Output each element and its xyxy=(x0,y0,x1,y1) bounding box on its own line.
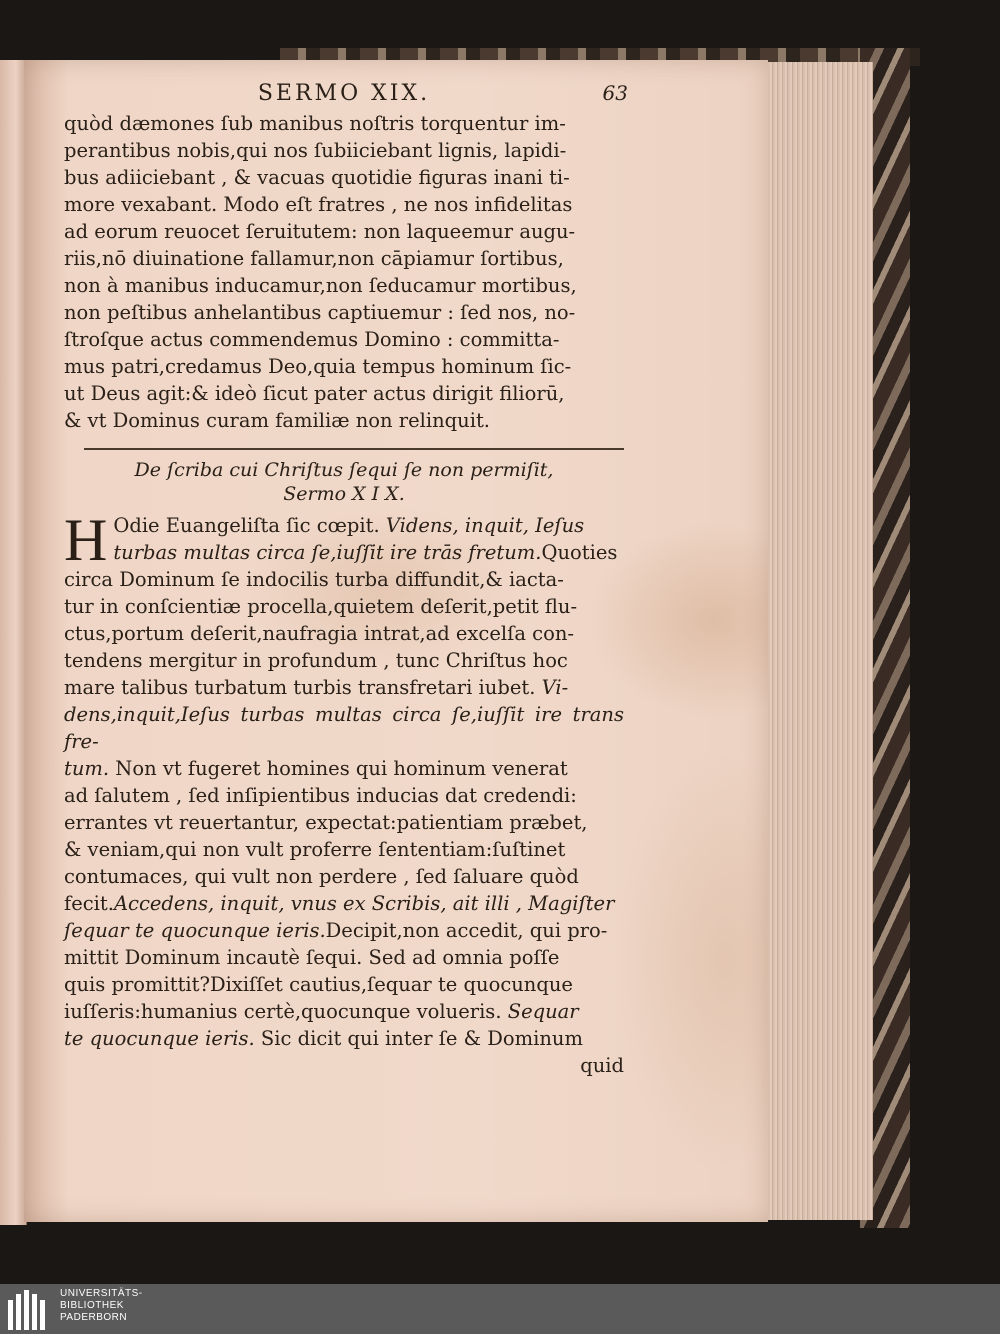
text-line: ad eorum reuocet ſeruitutem: non laqueemur augu- xyxy=(64,220,576,243)
text-line xyxy=(64,917,624,944)
left-page-edge xyxy=(0,60,27,1225)
text-line xyxy=(64,755,624,782)
sermon-title-line2: Sermo X I X. xyxy=(283,483,405,505)
library-name-line2: BIBLIOTHEK xyxy=(60,1300,124,1311)
library-name-line1: UNIVERSITÄTS- xyxy=(60,1288,143,1299)
catchword: quid xyxy=(580,1054,624,1077)
text-line: riis,nō diuinatione fallamur,non cāpiamur ſortibus, xyxy=(64,247,564,270)
text-line: errantes vt reuertantur, expectat:patientiam præbet, xyxy=(64,811,588,834)
italic-span: Videns, inquit, Ieſus xyxy=(385,514,585,537)
text-line xyxy=(64,998,624,1025)
paragraph-2 xyxy=(64,507,624,1052)
text-line: quòd dæmones ſub manibus noſtris torquentur im- xyxy=(64,112,566,135)
library-logo-bar xyxy=(0,1284,1000,1334)
sermon-title-line1: De ſcriba cui Chriſtus ſequi ſe non permiſit, xyxy=(134,459,554,481)
text-line: non à manibus inducamur,non ſeducamur mortibus, xyxy=(64,274,577,297)
paragraph-1 xyxy=(64,110,624,434)
sermon-title xyxy=(64,458,624,506)
italic-span: Vi- xyxy=(541,676,569,699)
text-line: quis promittit?Dixiſſet cautius,ſequar te quocunque xyxy=(64,973,573,996)
library-name-line3: PADERBORN xyxy=(60,1312,128,1323)
text-span: Non vt fugeret homines qui hominum venerat xyxy=(109,757,568,780)
text-line: bus adiiciebant , & vacuas quotidie figuras inani ti- xyxy=(64,166,570,189)
text-line: perantibus nobis,qui nos ſubiiciebant lignis, lapidi- xyxy=(64,139,567,162)
italic-span: Accedens, inquit, vnus ex Scribis, ait illi , Magiſter xyxy=(113,892,615,915)
page-text xyxy=(64,80,628,1079)
text-line xyxy=(64,512,624,539)
library-logo-icon xyxy=(8,1288,52,1330)
section-rule xyxy=(84,448,624,450)
page-number: 63 xyxy=(602,81,628,105)
text-line: non peſtibus anhelantibus captiuemur : ſed nos, no- xyxy=(64,301,576,324)
drop-cap: H xyxy=(64,507,108,573)
text-span: mare talibus turbatum turbis transfretari iubet. xyxy=(64,676,542,699)
text-line: & vt Dominus curam familiæ non relinquit. xyxy=(64,409,490,432)
italic-span: ſequar te quocunque ieris. xyxy=(64,919,326,942)
library-name xyxy=(60,1288,143,1324)
page-block-edges xyxy=(764,62,873,1220)
running-head: SERMO XIX. xyxy=(257,81,431,106)
italic-span: te quocunque ieris. xyxy=(64,1027,255,1050)
text-line: mittit Dominum incautè ſequi. Sed ad omnia poſſe xyxy=(64,946,560,969)
italic-span: tum. xyxy=(64,757,110,780)
text-line xyxy=(64,890,624,917)
text-span: Sic dicit qui inter ſe & Dominum xyxy=(254,1027,583,1050)
text-line: tendens mergitur in profundum , tunc Chriſtus hoc xyxy=(64,649,568,672)
text-span: Odie Euangeliſta ſic cœpit. xyxy=(113,514,386,537)
italic-span: turbas multas circa ſe,iuſſit ire trās fretum. xyxy=(113,541,542,564)
italic-span: Sequar xyxy=(507,1000,579,1023)
text-line: ſtroſque actus commendemus Domino : committa- xyxy=(64,328,560,351)
text-line: ad ſalutem , ſed inſipientibus inducias dat credendi: xyxy=(64,784,577,807)
text-line xyxy=(64,674,624,701)
text-line: ctus,portum deſerit,naufragia intrat,ad excelſa con- xyxy=(64,622,574,645)
text-line: dens,inquit,Ieſus turbas multas circa ſe,iuſſit ire trans fre- xyxy=(64,703,624,753)
text-line: mus patri,credamus Deo,quia tempus hominum ſic- xyxy=(64,355,572,378)
text-span: iuſſeris:humanius certè,quocunque volueris. xyxy=(64,1000,508,1023)
text-span: fecit. xyxy=(64,892,114,915)
text-line: circa Dominum ſe indocilis turba diffundit,& iacta- xyxy=(64,568,564,591)
text-line xyxy=(64,539,624,566)
text-line xyxy=(64,1025,624,1052)
text-line: contumaces, qui vult non perdere , ſed ſaluare quòd xyxy=(64,865,579,888)
text-span: Quoties xyxy=(541,541,618,564)
text-line: more vexabant. Modo eſt fratres , ne nos infidelitas xyxy=(64,193,573,216)
text-span: Decipit,non accedit, qui pro- xyxy=(325,919,608,942)
text-line: ut Deus agit:& ideò ſicut pater actus dirigit filiorū, xyxy=(64,382,565,405)
running-header xyxy=(64,80,628,110)
text-line: & veniam,qui non vult proferre ſententiam:ſuſtinet xyxy=(64,838,566,861)
book-page xyxy=(24,60,768,1222)
text-line: tur in conſcientiæ procella,quietem deſerit,petit flu- xyxy=(64,595,578,618)
